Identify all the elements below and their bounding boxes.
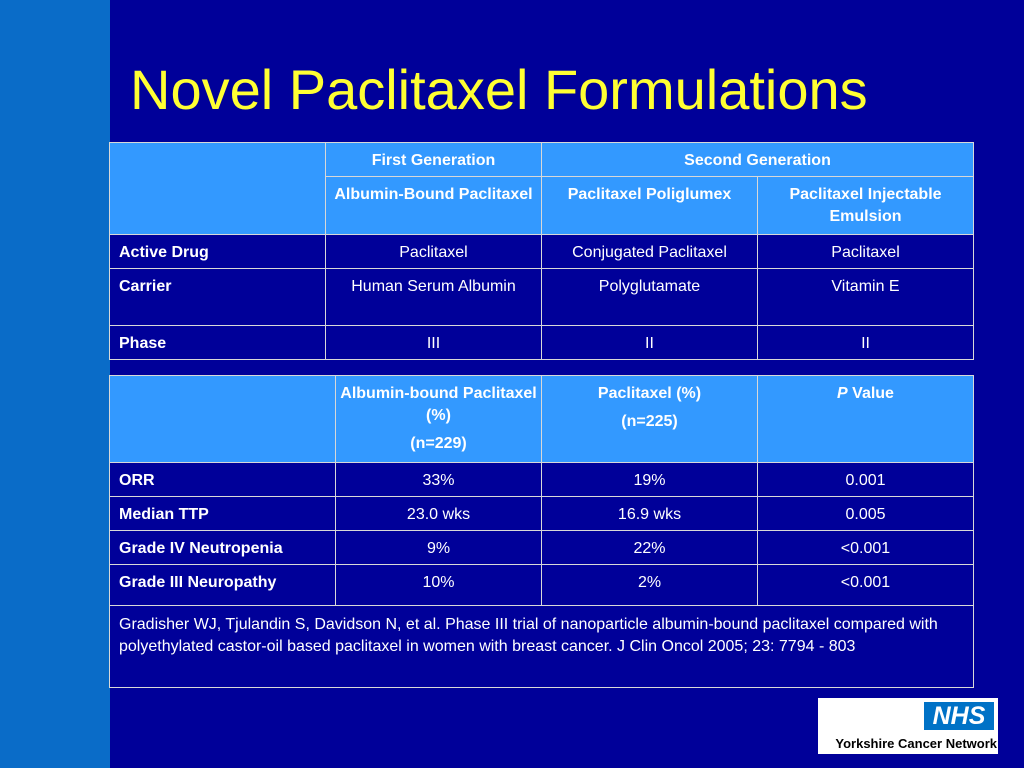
table-row — [110, 565, 974, 606]
formulations-table — [109, 142, 974, 360]
row-label-orr: ORR — [110, 463, 336, 497]
table-cell: <0.001 — [758, 531, 974, 565]
header-sub: (n=229) — [410, 435, 467, 452]
table-cell: 23.0 wks — [336, 497, 542, 531]
table-row — [110, 269, 974, 326]
header-main: Value — [847, 385, 894, 402]
table-cell: 22% — [542, 531, 758, 565]
header-main: Paclitaxel (%) — [597, 385, 702, 402]
header-main: Albumin-bound Paclitaxel (%) — [340, 385, 537, 424]
header-first-generation: First Generation — [326, 143, 542, 177]
table-cell: Human Serum Albumin — [326, 269, 542, 326]
header-paclitaxel — [542, 376, 758, 463]
table-cell: Paclitaxel — [758, 235, 974, 269]
subheader-albumin-bound: Albumin-Bound Paclitaxel — [326, 177, 542, 235]
table-cell: 33% — [336, 463, 542, 497]
header-empty-cell — [110, 376, 336, 463]
table-cell: 2% — [542, 565, 758, 606]
table-cell: Paclitaxel — [326, 235, 542, 269]
left-accent-bar — [0, 0, 110, 768]
nhs-wordmark: NHS — [924, 702, 994, 730]
header-empty-cell — [110, 143, 326, 235]
table-cell: 16.9 wks — [542, 497, 758, 531]
table-row — [110, 531, 974, 565]
subheader-poliglumex: Paclitaxel Poliglumex — [542, 177, 758, 235]
row-label-grade-iii-neuropathy: Grade III Neuropathy — [110, 565, 336, 606]
trial-results-table — [109, 375, 974, 688]
table-cell: Conjugated Paclitaxel — [542, 235, 758, 269]
header-albumin-bound-paclitaxel — [336, 376, 542, 463]
table-cell: <0.001 — [758, 565, 974, 606]
table-cell: II — [758, 326, 974, 360]
table-row — [110, 326, 974, 360]
nhs-logo — [818, 698, 998, 754]
subheader-injectable-emulsion: Paclitaxel Injectable Emulsion — [758, 177, 974, 235]
table-cell: 10% — [336, 565, 542, 606]
table-cell: 0.001 — [758, 463, 974, 497]
table-cell: 9% — [336, 531, 542, 565]
header-p-value — [758, 376, 974, 463]
table-row — [110, 235, 974, 269]
table-row — [110, 497, 974, 531]
header-sub: (n=225) — [621, 413, 678, 430]
table-cell: Vitamin E — [758, 269, 974, 326]
header-p-italic: P — [837, 385, 848, 402]
table-cell: 0.005 — [758, 497, 974, 531]
row-label-active-drug: Active Drug — [110, 235, 326, 269]
organisation-name: Yorkshire Cancer Network — [835, 736, 997, 751]
row-label-median-ttp: Median TTP — [110, 497, 336, 531]
slide-title: Novel Paclitaxel Formulations — [130, 58, 868, 121]
reference-citation: Gradisher WJ, Tjulandin S, Davidson N, et al. Phase III trial of nanoparticle albumin-bound paclitaxel compared with polyethylated castor-oil based paclitaxel in women with breast cancer. J Clin Oncol 2005; 23: 7794 - 803 — [110, 606, 974, 688]
table-cell: II — [542, 326, 758, 360]
row-label-grade-iv-neutropenia: Grade IV Neutropenia — [110, 531, 336, 565]
table-cell: Polyglutamate — [542, 269, 758, 326]
table-row — [110, 463, 974, 497]
row-label-carrier: Carrier — [110, 269, 326, 326]
table-cell: 19% — [542, 463, 758, 497]
header-second-generation: Second Generation — [542, 143, 974, 177]
row-label-phase: Phase — [110, 326, 326, 360]
table-cell: III — [326, 326, 542, 360]
